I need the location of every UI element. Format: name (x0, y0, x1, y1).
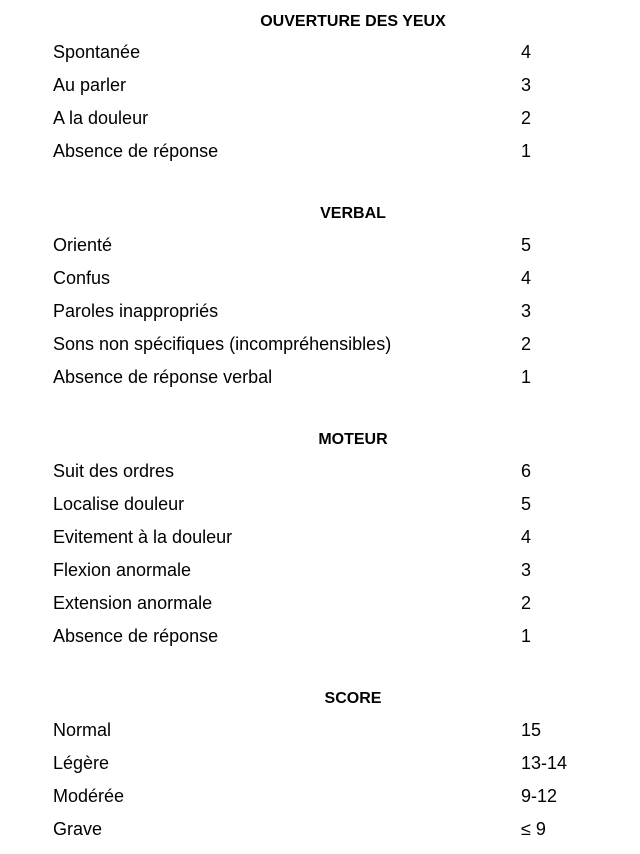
row-label: Normal (53, 720, 112, 740)
section-heading-score: SCORE (324, 690, 382, 707)
row-value: 1 (521, 626, 532, 646)
score-row-incomprehensible-sounds (53, 333, 613, 355)
score-row-abnormal-flexion (53, 559, 613, 581)
row-value: 2 (521, 593, 532, 613)
row-label: Evitement à la douleur (53, 527, 233, 547)
row-label: A la douleur (53, 108, 149, 128)
row-value: 13-14 (521, 753, 568, 773)
row-value: 5 (521, 494, 532, 514)
row-label: Sons non spécifiques (incompréhensibles) (53, 334, 392, 354)
score-row-spontaneous (53, 41, 613, 63)
score-row-withdraws-from-pain (53, 526, 613, 548)
row-value: 4 (521, 268, 532, 288)
score-row-localizes-pain (53, 493, 613, 515)
row-value: 5 (521, 235, 532, 255)
row-label: Orienté (53, 235, 113, 255)
row-value: ≤ 9 (521, 819, 546, 839)
row-value: 3 (521, 75, 532, 95)
row-value: 1 (521, 141, 532, 161)
score-row-obeys-commands (53, 460, 613, 482)
row-label: Au parler (53, 75, 127, 95)
section-heading-verbal: VERBAL (320, 205, 386, 222)
row-label: Absence de réponse verbal (53, 367, 273, 387)
row-label: Absence de réponse (53, 626, 219, 646)
row-label: Légère (53, 753, 110, 773)
row-value: 4 (521, 42, 532, 62)
row-label: Flexion anormale (53, 560, 192, 580)
score-row-confused (53, 267, 613, 289)
score-row-no-response (53, 140, 613, 162)
score-row-no-motor-response (53, 625, 613, 647)
row-label: Absence de réponse (53, 141, 219, 161)
row-value: 3 (521, 301, 532, 321)
score-row-no-verbal-response (53, 366, 613, 388)
row-value: 3 (521, 560, 532, 580)
row-value: 1 (521, 367, 532, 387)
row-label: Spontanée (53, 42, 141, 62)
score-row-oriented (53, 234, 613, 256)
severity-row-moderate (53, 785, 613, 807)
row-label: Localise douleur (53, 494, 185, 514)
score-row-to-pain (53, 107, 613, 129)
severity-row-mild (53, 752, 613, 774)
row-value: 4 (521, 527, 532, 547)
row-label: Suit des ordres (53, 461, 175, 481)
score-row-to-speech (53, 74, 613, 96)
row-label: Extension anormale (53, 593, 213, 613)
row-value: 2 (521, 334, 532, 354)
row-label: Paroles inappropriés (53, 301, 219, 321)
row-value: 9-12 (521, 786, 558, 806)
severity-row-normal (53, 719, 613, 741)
row-value: 15 (521, 720, 542, 740)
section-heading-eyes: OUVERTURE DES YEUX (260, 13, 446, 30)
row-label: Grave (53, 819, 103, 839)
row-value: 2 (521, 108, 532, 128)
severity-row-severe (53, 818, 613, 840)
score-row-inappropriate-words (53, 300, 613, 322)
row-value: 6 (521, 461, 532, 481)
row-label: Confus (53, 268, 111, 288)
score-row-abnormal-extension (53, 592, 613, 614)
row-label: Modérée (53, 786, 125, 806)
section-heading-motor: MOTEUR (318, 431, 388, 448)
